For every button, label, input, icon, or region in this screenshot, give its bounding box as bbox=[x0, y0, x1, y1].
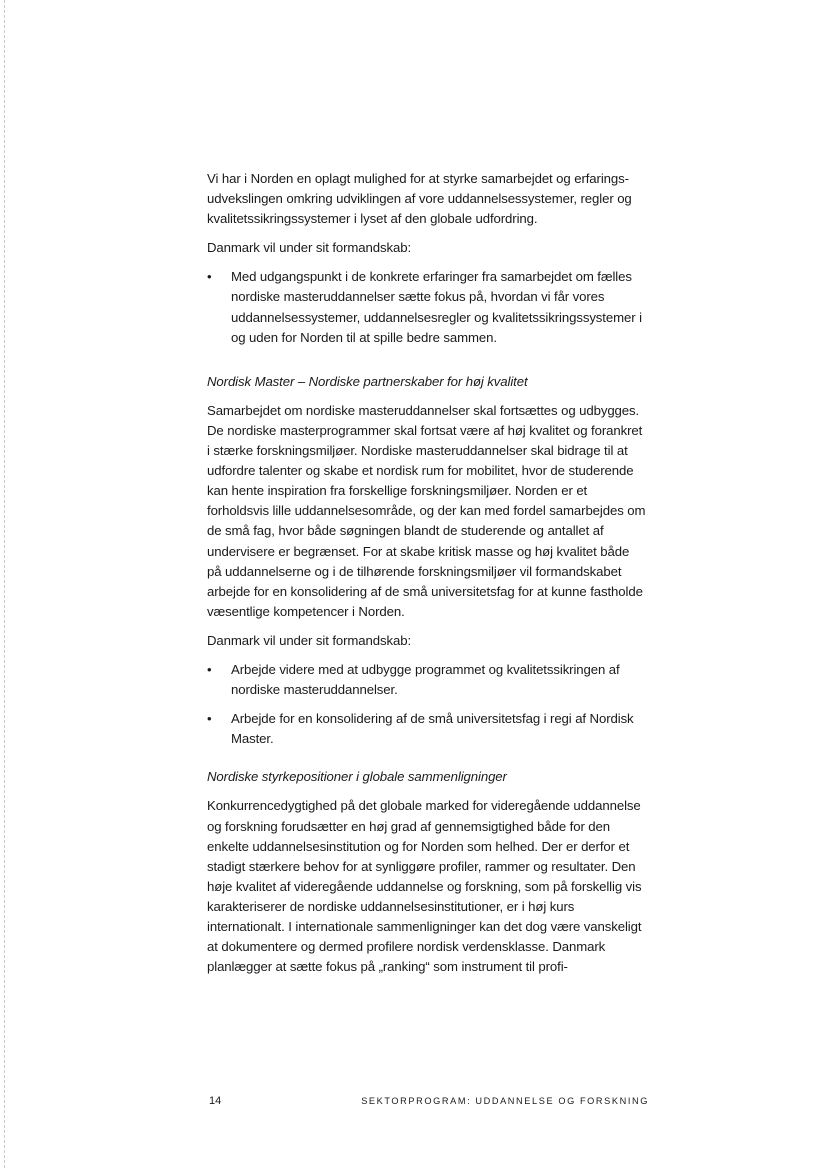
running-title: SEKTORPROGRAM: UDDANNELSE OG FORSKNING bbox=[361, 1096, 649, 1106]
page-body bbox=[207, 169, 647, 986]
bullet-icon: • bbox=[207, 661, 212, 677]
list-item-text: Arbejde videre med at udbygge programmet og kvalitetssikringen af nordiske masteruddannelser. bbox=[231, 661, 620, 698]
section-heading-styrkepositioner: Nordiske styrkepositioner i globale sammenligninger bbox=[207, 769, 507, 785]
page-number: 14 bbox=[209, 1095, 222, 1107]
section-lead: Danmark vil under sit formandskab: bbox=[207, 632, 412, 648]
list-item bbox=[207, 267, 647, 347]
page-edge-line bbox=[4, 0, 5, 1168]
intro-bullet-list bbox=[207, 267, 647, 347]
intro-lead: Danmark vil under sit formandskab: bbox=[207, 240, 412, 256]
list-item bbox=[207, 709, 647, 749]
bullet-icon: • bbox=[207, 711, 212, 727]
list-item-text: Arbejde for en konsolidering af de små universitetsfag i regi af Nordisk Master. bbox=[231, 711, 634, 747]
list-item bbox=[207, 660, 647, 700]
section-paragraph: Samarbejdet om nordiske masteruddannelser skal fortsættes og udbygges. De nordiske masterprogrammer skal fortsat være af høj kvalitet og forankret i stærke forskningsmiljøer. Nordiske masteruddannelser skal bidrage til at udfordre talenter og skabe et nordisk rum for mobilitet, hvor de studerende kan hente inspiration fra forskellige forskningsmiljøer. Norden er et forholdsvis lille uddannelsesområde, og der kan med fordel samarbejdes om de små fag, hvor både søgningen blandt de studerende og antallet af undervisere er begrænset. For at skabe kritisk masse og høj kvalitet både på uddannelserne og i de tilhørende forskningsmiljøer vil formandskabet arbejde for en konsolidering af de små universitetsfag for at kunne fastholde væsentlige kompetencer i Norden. bbox=[207, 402, 646, 619]
list-item-text: Med udgangspunkt i de konkrete erfaringer fra samarbejdet om fælles nordiske masteruddannelser sætte fokus på, hvordan vi får vores uddannelsessystemer, uddannelsesregler og kvalitetssikringssystemer i og uden for Norden til at spille bedre sammen. bbox=[231, 269, 642, 345]
bullet-icon: • bbox=[207, 269, 212, 285]
section-bullet-list bbox=[207, 660, 647, 749]
section-paragraph: Konkurrencedygtighed på det globale marked for videregående uddannelse og forskning forudsætter en høj grad af gennemsigtighed både for den enkelte uddannelsesinstitution og for Norden som helhed. Der er derfor et stadigt stærkere behov for at synliggøre profiler, rammer og resultater. Den høje kvalitet af videregående uddannelse og forskning, som på forskellig vis karakteriserer de nordiske uddannelsesinstitutioner, er i høj kurs internationalt. I internationale sammenligninger kan det dog være vanskeligt at dokumentere og dermed profilere nordisk verdensklasse. Danmark planlægger at sætte fokus på „ranking“ som instrument til profi- bbox=[207, 798, 642, 975]
intro-paragraph: Vi har i Norden en oplagt mulighed for at styrke samarbejdet og erfarings-udvekslingen omkring udviklingen af vore uddannelsessystemer, regler og kvalitetssikringssystemer i lyset af den globale udfordring. bbox=[207, 171, 632, 227]
section-heading-nordisk-master: Nordisk Master – Nordiske partnerskaber for høj kvalitet bbox=[207, 373, 528, 389]
